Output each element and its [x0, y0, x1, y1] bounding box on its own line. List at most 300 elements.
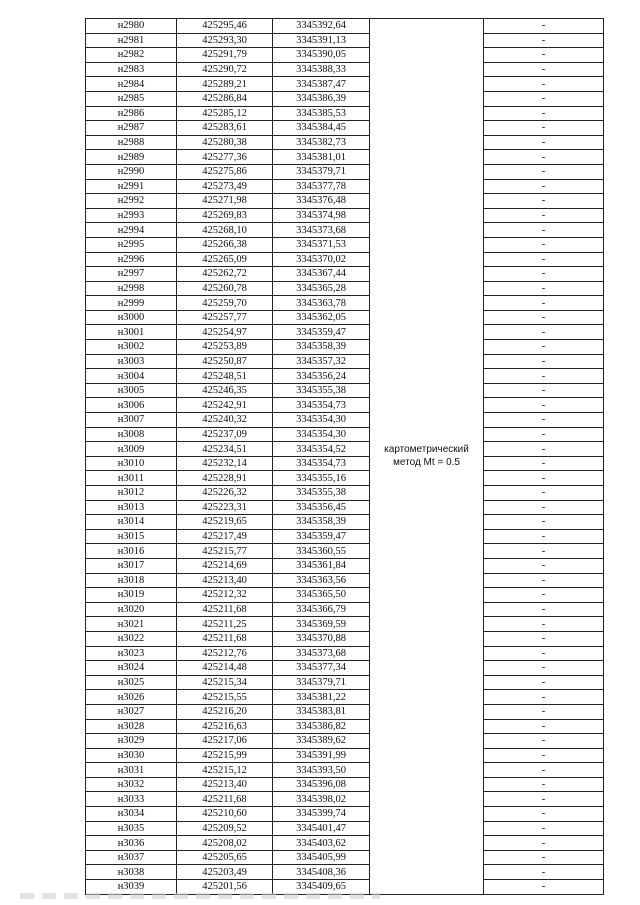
accuracy-cell: - — [484, 544, 604, 559]
y-coordinate-cell: 3345389,62 — [273, 734, 370, 749]
table-row — [86, 836, 604, 851]
accuracy-cell: - — [484, 398, 604, 413]
y-coordinate-cell: 3345370,88 — [273, 631, 370, 646]
point-id-cell: н2980 — [86, 19, 177, 34]
y-coordinate-cell: 3345357,32 — [273, 354, 370, 369]
x-coordinate-cell: 425223,31 — [177, 500, 273, 515]
table-row — [86, 150, 604, 165]
accuracy-cell: - — [484, 19, 604, 34]
accuracy-cell: - — [484, 777, 604, 792]
table-row — [86, 500, 604, 515]
accuracy-cell: - — [484, 529, 604, 544]
x-coordinate-cell: 425280,38 — [177, 135, 273, 150]
point-id-cell: н2997 — [86, 267, 177, 282]
y-coordinate-cell: 3345355,38 — [273, 486, 370, 501]
table-row — [86, 704, 604, 719]
point-id-cell: н3030 — [86, 748, 177, 763]
table-row — [86, 237, 604, 252]
y-coordinate-cell: 3345377,34 — [273, 661, 370, 676]
x-coordinate-cell: 425285,12 — [177, 106, 273, 121]
accuracy-cell: - — [484, 748, 604, 763]
point-id-cell: н3006 — [86, 398, 177, 413]
x-coordinate-cell: 425240,32 — [177, 413, 273, 428]
accuracy-cell: - — [484, 836, 604, 851]
y-coordinate-cell: 3345354,30 — [273, 427, 370, 442]
point-id-cell: н3008 — [86, 427, 177, 442]
y-coordinate-cell: 3345376,48 — [273, 194, 370, 209]
accuracy-cell: - — [484, 252, 604, 267]
table-row — [86, 456, 604, 471]
x-coordinate-cell: 425208,02 — [177, 836, 273, 851]
point-id-cell: н3027 — [86, 704, 177, 719]
table-row — [86, 91, 604, 106]
accuracy-cell: - — [484, 661, 604, 676]
point-id-cell: н3013 — [86, 500, 177, 515]
point-id-cell: н2982 — [86, 48, 177, 63]
point-id-cell: н2989 — [86, 150, 177, 165]
table-row — [86, 515, 604, 530]
point-id-cell: н2988 — [86, 135, 177, 150]
y-coordinate-cell: 3345356,24 — [273, 369, 370, 384]
x-coordinate-cell: 425257,77 — [177, 310, 273, 325]
x-coordinate-cell: 425259,70 — [177, 296, 273, 311]
accuracy-cell: - — [484, 62, 604, 77]
y-coordinate-cell: 3345390,05 — [273, 48, 370, 63]
accuracy-cell: - — [484, 48, 604, 63]
point-id-cell: н3001 — [86, 325, 177, 340]
point-id-cell: н3037 — [86, 850, 177, 865]
x-coordinate-cell: 425266,38 — [177, 237, 273, 252]
accuracy-cell: - — [484, 631, 604, 646]
point-id-cell: н3029 — [86, 734, 177, 749]
table-row — [86, 573, 604, 588]
table-row — [86, 471, 604, 486]
accuracy-cell: - — [484, 588, 604, 603]
y-coordinate-cell: 3345382,73 — [273, 135, 370, 150]
y-coordinate-cell: 3345388,33 — [273, 62, 370, 77]
table-row — [86, 442, 604, 457]
accuracy-cell: - — [484, 296, 604, 311]
table-row — [86, 33, 604, 48]
x-coordinate-cell: 425275,86 — [177, 164, 273, 179]
y-coordinate-cell: 3345373,68 — [273, 646, 370, 661]
y-coordinate-cell: 3345381,22 — [273, 690, 370, 705]
table-row — [86, 792, 604, 807]
y-coordinate-cell: 3345361,84 — [273, 558, 370, 573]
y-coordinate-cell: 3345386,82 — [273, 719, 370, 734]
point-id-cell: н3033 — [86, 792, 177, 807]
point-id-cell: н3035 — [86, 821, 177, 836]
accuracy-cell: - — [484, 91, 604, 106]
table-row — [86, 340, 604, 355]
point-id-cell: н3002 — [86, 340, 177, 355]
accuracy-cell: - — [484, 164, 604, 179]
y-coordinate-cell: 3345392,64 — [273, 19, 370, 34]
y-coordinate-cell: 3345393,50 — [273, 763, 370, 778]
x-coordinate-cell: 425232,14 — [177, 456, 273, 471]
table-row — [86, 719, 604, 734]
table-row — [86, 748, 604, 763]
point-id-cell: н3007 — [86, 413, 177, 428]
y-coordinate-cell: 3345369,59 — [273, 617, 370, 632]
table-row — [86, 486, 604, 501]
y-coordinate-cell: 3345358,39 — [273, 340, 370, 355]
x-coordinate-cell: 425213,40 — [177, 777, 273, 792]
x-coordinate-cell: 425269,83 — [177, 208, 273, 223]
y-coordinate-cell: 3345391,13 — [273, 33, 370, 48]
table-row — [86, 558, 604, 573]
y-coordinate-cell: 3345398,02 — [273, 792, 370, 807]
point-id-cell: н3026 — [86, 690, 177, 705]
table-row — [86, 675, 604, 690]
x-coordinate-cell: 425295,46 — [177, 19, 273, 34]
y-coordinate-cell: 3345379,71 — [273, 164, 370, 179]
accuracy-cell: - — [484, 646, 604, 661]
point-id-cell: н2990 — [86, 164, 177, 179]
accuracy-cell: - — [484, 281, 604, 296]
y-coordinate-cell: 3345363,78 — [273, 296, 370, 311]
table-row — [86, 602, 604, 617]
table-row — [86, 252, 604, 267]
y-coordinate-cell: 3345370,02 — [273, 252, 370, 267]
accuracy-cell: - — [484, 500, 604, 515]
x-coordinate-cell: 425290,72 — [177, 62, 273, 77]
point-id-cell: н2985 — [86, 91, 177, 106]
accuracy-cell: - — [484, 223, 604, 238]
accuracy-cell: - — [484, 310, 604, 325]
accuracy-cell: - — [484, 150, 604, 165]
y-coordinate-cell: 3345363,56 — [273, 573, 370, 588]
point-id-cell: н3015 — [86, 529, 177, 544]
x-coordinate-cell: 425254,97 — [177, 325, 273, 340]
accuracy-cell: - — [484, 237, 604, 252]
table-row — [86, 734, 604, 749]
accuracy-cell: - — [484, 486, 604, 501]
accuracy-cell: - — [484, 821, 604, 836]
accuracy-cell: - — [484, 194, 604, 209]
x-coordinate-cell: 425268,10 — [177, 223, 273, 238]
y-coordinate-cell: 3345355,38 — [273, 383, 370, 398]
point-id-cell: н3011 — [86, 471, 177, 486]
accuracy-cell: - — [484, 880, 604, 895]
table-row — [86, 310, 604, 325]
table-row — [86, 646, 604, 661]
accuracy-cell: - — [484, 369, 604, 384]
table-row — [86, 281, 604, 296]
table-row — [86, 48, 604, 63]
point-id-cell: н3017 — [86, 558, 177, 573]
point-id-cell: н3004 — [86, 369, 177, 384]
table-row — [86, 383, 604, 398]
accuracy-cell: - — [484, 354, 604, 369]
accuracy-cell: - — [484, 340, 604, 355]
point-id-cell: н2996 — [86, 252, 177, 267]
x-coordinate-cell: 425210,60 — [177, 807, 273, 822]
table-row — [86, 880, 604, 895]
x-coordinate-cell: 425205,65 — [177, 850, 273, 865]
y-coordinate-cell: 3345354,52 — [273, 442, 370, 457]
x-coordinate-cell: 425283,61 — [177, 121, 273, 136]
y-coordinate-cell: 3345386,39 — [273, 91, 370, 106]
y-coordinate-cell: 3345384,45 — [273, 121, 370, 136]
x-coordinate-cell: 425209,52 — [177, 821, 273, 836]
table-row — [86, 62, 604, 77]
accuracy-cell: - — [484, 179, 604, 194]
scan-artifact — [20, 893, 380, 899]
x-coordinate-cell: 425262,72 — [177, 267, 273, 282]
x-coordinate-cell: 425203,49 — [177, 865, 273, 880]
y-coordinate-cell: 3345374,98 — [273, 208, 370, 223]
point-id-cell: н2995 — [86, 237, 177, 252]
x-coordinate-cell: 425211,68 — [177, 631, 273, 646]
table-row — [86, 865, 604, 880]
table-row — [86, 325, 604, 340]
y-coordinate-cell: 3345409,65 — [273, 880, 370, 895]
point-id-cell: н2998 — [86, 281, 177, 296]
table-row — [86, 807, 604, 822]
coordinates-table — [85, 18, 604, 895]
point-id-cell: н2993 — [86, 208, 177, 223]
method-line-1: картометрический — [384, 444, 469, 456]
y-coordinate-cell: 3345391,99 — [273, 748, 370, 763]
table-row — [86, 354, 604, 369]
table-row — [86, 763, 604, 778]
accuracy-cell: - — [484, 121, 604, 136]
x-coordinate-cell: 425211,25 — [177, 617, 273, 632]
x-coordinate-cell: 425214,69 — [177, 558, 273, 573]
table-row — [86, 106, 604, 121]
table-row — [86, 588, 604, 603]
point-id-cell: н3038 — [86, 865, 177, 880]
x-coordinate-cell: 425217,49 — [177, 529, 273, 544]
x-coordinate-cell: 425237,09 — [177, 427, 273, 442]
table-row — [86, 529, 604, 544]
accuracy-cell: - — [484, 602, 604, 617]
method-cell — [370, 19, 484, 895]
point-id-cell: н2999 — [86, 296, 177, 311]
point-id-cell: н3025 — [86, 675, 177, 690]
y-coordinate-cell: 3345408,36 — [273, 865, 370, 880]
x-coordinate-cell: 425242,91 — [177, 398, 273, 413]
y-coordinate-cell: 3345405,99 — [273, 850, 370, 865]
accuracy-cell: - — [484, 267, 604, 282]
table-row — [86, 661, 604, 676]
x-coordinate-cell: 425213,40 — [177, 573, 273, 588]
x-coordinate-cell: 425289,21 — [177, 77, 273, 92]
point-id-cell: н2986 — [86, 106, 177, 121]
table-row — [86, 544, 604, 559]
accuracy-cell: - — [484, 471, 604, 486]
x-coordinate-cell: 425211,68 — [177, 792, 273, 807]
x-coordinate-cell: 425265,09 — [177, 252, 273, 267]
x-coordinate-cell: 425216,63 — [177, 719, 273, 734]
point-id-cell: н3022 — [86, 631, 177, 646]
x-coordinate-cell: 425214,48 — [177, 661, 273, 676]
y-coordinate-cell: 3345354,73 — [273, 456, 370, 471]
table-row — [86, 631, 604, 646]
accuracy-cell: - — [484, 704, 604, 719]
point-id-cell: н2984 — [86, 77, 177, 92]
table-row — [86, 77, 604, 92]
method-line-2: метод Mt = 0.5 — [393, 457, 460, 469]
y-coordinate-cell: 3345358,39 — [273, 515, 370, 530]
accuracy-cell: - — [484, 442, 604, 457]
y-coordinate-cell: 3345367,44 — [273, 267, 370, 282]
y-coordinate-cell: 3345379,71 — [273, 675, 370, 690]
y-coordinate-cell: 3345377,78 — [273, 179, 370, 194]
y-coordinate-cell: 3345365,28 — [273, 281, 370, 296]
point-id-cell: н2994 — [86, 223, 177, 238]
x-coordinate-cell: 425212,32 — [177, 588, 273, 603]
table-row — [86, 821, 604, 836]
y-coordinate-cell: 3345373,68 — [273, 223, 370, 238]
x-coordinate-cell: 425215,55 — [177, 690, 273, 705]
point-id-cell: н3018 — [86, 573, 177, 588]
table-row — [86, 223, 604, 238]
x-coordinate-cell: 425293,30 — [177, 33, 273, 48]
y-coordinate-cell: 3345371,53 — [273, 237, 370, 252]
y-coordinate-cell: 3345399,74 — [273, 807, 370, 822]
y-coordinate-cell: 3345359,47 — [273, 325, 370, 340]
point-id-cell: н3016 — [86, 544, 177, 559]
x-coordinate-cell: 425215,12 — [177, 763, 273, 778]
y-coordinate-cell: 3345362,05 — [273, 310, 370, 325]
point-id-cell: н3023 — [86, 646, 177, 661]
y-coordinate-cell: 3345365,50 — [273, 588, 370, 603]
x-coordinate-cell: 425201,56 — [177, 880, 273, 895]
point-id-cell: н3014 — [86, 515, 177, 530]
accuracy-cell: - — [484, 427, 604, 442]
point-id-cell: н3031 — [86, 763, 177, 778]
x-coordinate-cell: 425250,87 — [177, 354, 273, 369]
table-row — [86, 208, 604, 223]
x-coordinate-cell: 425215,77 — [177, 544, 273, 559]
point-id-cell: н2981 — [86, 33, 177, 48]
accuracy-cell: - — [484, 106, 604, 121]
accuracy-cell: - — [484, 413, 604, 428]
accuracy-cell: - — [484, 850, 604, 865]
point-id-cell: н3034 — [86, 807, 177, 822]
x-coordinate-cell: 425215,34 — [177, 675, 273, 690]
y-coordinate-cell: 3345359,47 — [273, 529, 370, 544]
accuracy-cell: - — [484, 763, 604, 778]
x-coordinate-cell: 425260,78 — [177, 281, 273, 296]
x-coordinate-cell: 425234,51 — [177, 442, 273, 457]
point-id-cell: н3039 — [86, 880, 177, 895]
point-id-cell: н3032 — [86, 777, 177, 792]
point-id-cell: н3000 — [86, 310, 177, 325]
table-row — [86, 296, 604, 311]
point-id-cell: н3024 — [86, 661, 177, 676]
x-coordinate-cell: 425217,06 — [177, 734, 273, 749]
accuracy-cell: - — [484, 690, 604, 705]
accuracy-cell: - — [484, 77, 604, 92]
accuracy-cell: - — [484, 792, 604, 807]
y-coordinate-cell: 3345354,73 — [273, 398, 370, 413]
x-coordinate-cell: 425273,49 — [177, 179, 273, 194]
x-coordinate-cell: 425211,68 — [177, 602, 273, 617]
x-coordinate-cell: 425228,91 — [177, 471, 273, 486]
accuracy-cell: - — [484, 383, 604, 398]
x-coordinate-cell: 425248,51 — [177, 369, 273, 384]
table-row — [86, 19, 604, 34]
x-coordinate-cell: 425246,35 — [177, 383, 273, 398]
accuracy-cell: - — [484, 865, 604, 880]
accuracy-cell: - — [484, 617, 604, 632]
y-coordinate-cell: 3345383,81 — [273, 704, 370, 719]
accuracy-cell: - — [484, 719, 604, 734]
point-id-cell: н3021 — [86, 617, 177, 632]
table-row — [86, 777, 604, 792]
point-id-cell: н3005 — [86, 383, 177, 398]
x-coordinate-cell: 425291,79 — [177, 48, 273, 63]
point-id-cell: н2987 — [86, 121, 177, 136]
accuracy-cell: - — [484, 135, 604, 150]
table-row — [86, 135, 604, 150]
table-row — [86, 194, 604, 209]
point-id-cell: н2991 — [86, 179, 177, 194]
accuracy-cell: - — [484, 675, 604, 690]
table-row — [86, 850, 604, 865]
y-coordinate-cell: 3345396,08 — [273, 777, 370, 792]
accuracy-cell: - — [484, 573, 604, 588]
y-coordinate-cell: 3345381,01 — [273, 150, 370, 165]
point-id-cell: н2983 — [86, 62, 177, 77]
table-row — [86, 617, 604, 632]
y-coordinate-cell: 3345401,47 — [273, 821, 370, 836]
x-coordinate-cell: 425253,89 — [177, 340, 273, 355]
table-row — [86, 179, 604, 194]
point-id-cell: н2992 — [86, 194, 177, 209]
accuracy-cell: - — [484, 456, 604, 471]
table-row — [86, 369, 604, 384]
point-id-cell: н3012 — [86, 486, 177, 501]
point-id-cell: н3009 — [86, 442, 177, 457]
table-row — [86, 690, 604, 705]
x-coordinate-cell: 425219,65 — [177, 515, 273, 530]
x-coordinate-cell: 425277,36 — [177, 150, 273, 165]
y-coordinate-cell: 3345385,53 — [273, 106, 370, 121]
point-id-cell: н3020 — [86, 602, 177, 617]
point-id-cell: н3036 — [86, 836, 177, 851]
x-coordinate-cell: 425212,76 — [177, 646, 273, 661]
x-coordinate-cell: 425226,32 — [177, 486, 273, 501]
table-row — [86, 413, 604, 428]
table-row — [86, 121, 604, 136]
x-coordinate-cell: 425216,20 — [177, 704, 273, 719]
accuracy-cell: - — [484, 208, 604, 223]
x-coordinate-cell: 425215,99 — [177, 748, 273, 763]
table-row — [86, 267, 604, 282]
y-coordinate-cell: 3345387,47 — [273, 77, 370, 92]
accuracy-cell: - — [484, 515, 604, 530]
accuracy-cell: - — [484, 33, 604, 48]
y-coordinate-cell: 3345366,79 — [273, 602, 370, 617]
y-coordinate-cell: 3345354,30 — [273, 413, 370, 428]
coordinates-table-body — [86, 19, 604, 895]
table-row — [86, 398, 604, 413]
point-id-cell: н3019 — [86, 588, 177, 603]
table-row — [86, 427, 604, 442]
point-id-cell: н3028 — [86, 719, 177, 734]
accuracy-cell: - — [484, 734, 604, 749]
y-coordinate-cell: 3345356,45 — [273, 500, 370, 515]
y-coordinate-cell: 3345355,16 — [273, 471, 370, 486]
table-row — [86, 164, 604, 179]
point-id-cell: н3003 — [86, 354, 177, 369]
x-coordinate-cell: 425286,84 — [177, 91, 273, 106]
y-coordinate-cell: 3345403,62 — [273, 836, 370, 851]
